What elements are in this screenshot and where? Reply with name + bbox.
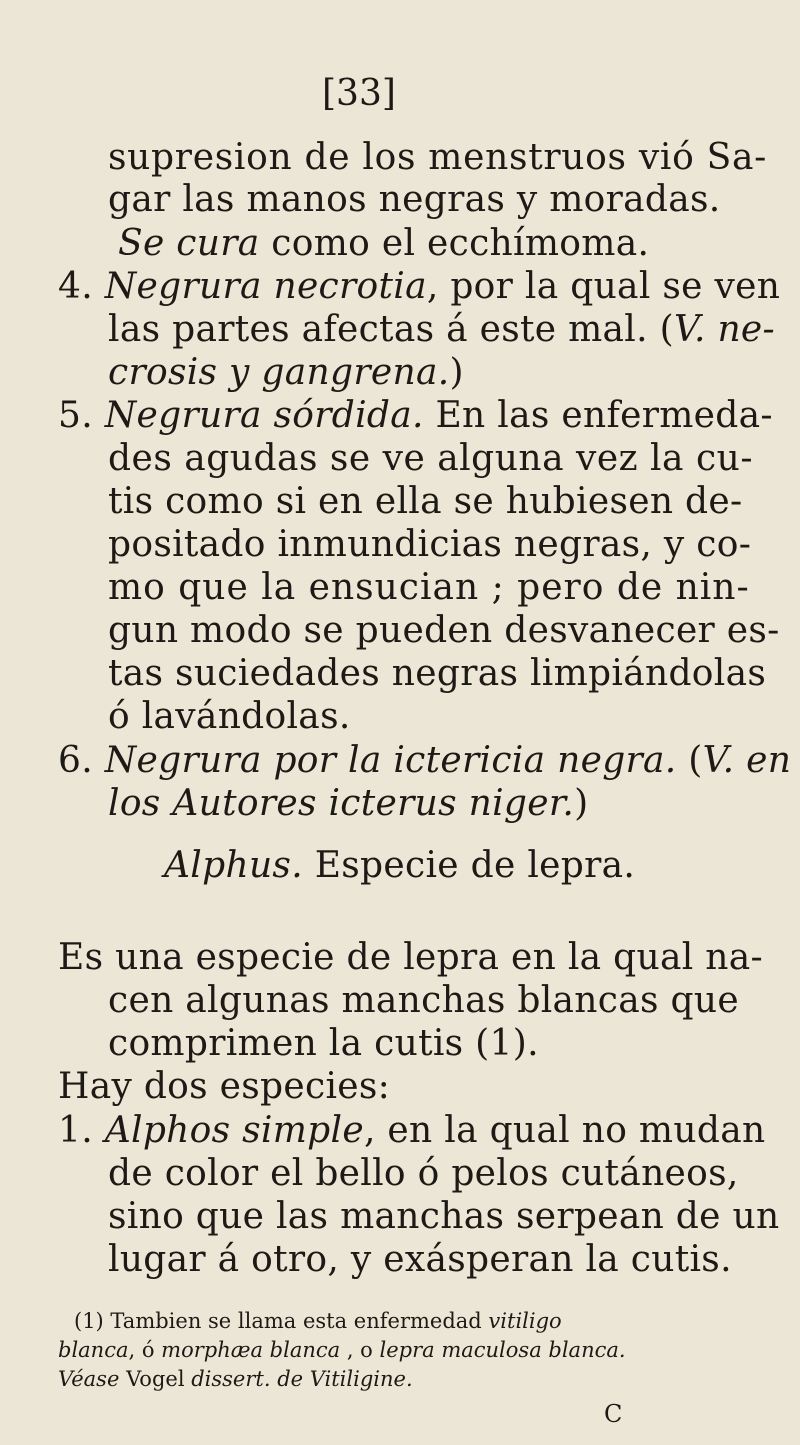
italic-run: Negrura por la ictericia negra. <box>104 740 677 781</box>
text-run: ( <box>676 740 703 781</box>
text-run: de color el bello ó pelos cutáneos, <box>108 1153 739 1194</box>
text-run: sino que las manchas serpean de un <box>108 1196 780 1237</box>
text-run: 1. <box>58 1110 105 1151</box>
italic-run: Alphus. <box>164 845 303 886</box>
text-line <box>108 180 721 220</box>
text-run: las partes afectas á este mal. ( <box>108 309 674 350</box>
text-line <box>108 1197 779 1237</box>
text-run: Hay dos especies: <box>58 1066 391 1107</box>
text-line <box>108 784 589 824</box>
italic-run: V. en <box>702 740 792 781</box>
text-run: ) <box>449 352 464 393</box>
text-run: gar las manos negras y moradas. <box>108 179 721 220</box>
text-run: cen algunas manchas blancas que <box>108 980 739 1021</box>
italic-run: Se cura <box>118 223 260 264</box>
text-line <box>108 1024 539 1064</box>
italic-run: blanca <box>58 1338 129 1362</box>
text-run: comprimen la cutis (1). <box>108 1023 539 1064</box>
italic-run: lepra maculosa blanca. <box>379 1338 626 1362</box>
text-run: , por la qual se ven <box>426 266 781 307</box>
text-line <box>108 611 780 651</box>
italic-run: Véase <box>58 1367 120 1391</box>
text-run: tis como si en ella se hubiesen de- <box>108 481 743 522</box>
text-line <box>58 1111 765 1151</box>
signature-mark: C <box>604 1400 623 1428</box>
italic-run: Negrura sórdida. <box>104 395 424 436</box>
text-line <box>108 138 767 178</box>
text-line <box>58 741 791 781</box>
italic-run: V. ne- <box>673 309 775 350</box>
text-run: ó lavándolas. <box>108 696 351 737</box>
text-line <box>108 525 751 565</box>
text-run: Especie de lepra. <box>302 845 636 886</box>
text-line <box>108 568 750 608</box>
text-line <box>108 482 742 522</box>
text-line <box>108 654 766 694</box>
footnote-line <box>74 1308 562 1334</box>
text-run: (1) Tambien se llama esta enfermedad <box>74 1309 489 1333</box>
text-line <box>58 938 763 978</box>
text-run: des agudas se ve alguna vez la cu- <box>108 438 753 479</box>
text-run: lugar á otro, y exásperan la cutis. <box>108 1239 732 1280</box>
text-run: tas suciedades negras limpiándolas <box>108 653 767 694</box>
text-run: , o <box>340 1338 380 1362</box>
text-run: mo que la ensucian ; pero de nin- <box>108 567 750 608</box>
text-run: ) <box>574 783 589 824</box>
text-run: 6. <box>58 740 105 781</box>
text-line <box>108 353 464 393</box>
text-run: , ó <box>128 1338 162 1362</box>
italic-run: morphæa blanca <box>161 1338 341 1362</box>
text-run: positado inmundicias negras, y co- <box>108 524 752 565</box>
italic-run: crosis y gangrena. <box>108 352 450 393</box>
text-line <box>58 267 780 307</box>
section-heading <box>164 846 635 886</box>
text-run: 4. <box>58 266 105 307</box>
italic-run: los Autores icterus niger. <box>108 783 575 824</box>
italic-run: vitiligo <box>488 1309 562 1333</box>
text-run: gun modo se pueden desvanecer es- <box>108 610 780 651</box>
text-run: como el ecchímoma. <box>259 223 650 264</box>
text-run: En las enfermeda- <box>423 395 773 436</box>
text-line <box>108 439 753 479</box>
text-line <box>108 981 739 1021</box>
footnote-line <box>58 1337 626 1363</box>
text-line <box>58 1067 390 1107</box>
italic-run: Negrura necrotia <box>104 266 427 307</box>
text-line <box>108 1154 739 1194</box>
text-line <box>108 1240 732 1280</box>
italic-run: Alphos simple <box>104 1110 364 1151</box>
italic-run: dissert. de Vitiligine. <box>191 1367 413 1391</box>
text-run: 5. <box>58 395 105 436</box>
text-run: Vogel <box>119 1367 192 1391</box>
text-run: , en la qual no mudan <box>363 1110 766 1151</box>
text-line <box>108 310 775 350</box>
text-run: Es una especie de lepra en la qual na- <box>58 937 764 978</box>
text-run: supresion de los menstruos vió Sa- <box>108 137 768 178</box>
text-line <box>58 396 773 436</box>
page-number: [33] <box>322 73 396 114</box>
text-line <box>108 697 351 737</box>
text-line <box>118 224 649 264</box>
footnote-line <box>58 1366 413 1392</box>
